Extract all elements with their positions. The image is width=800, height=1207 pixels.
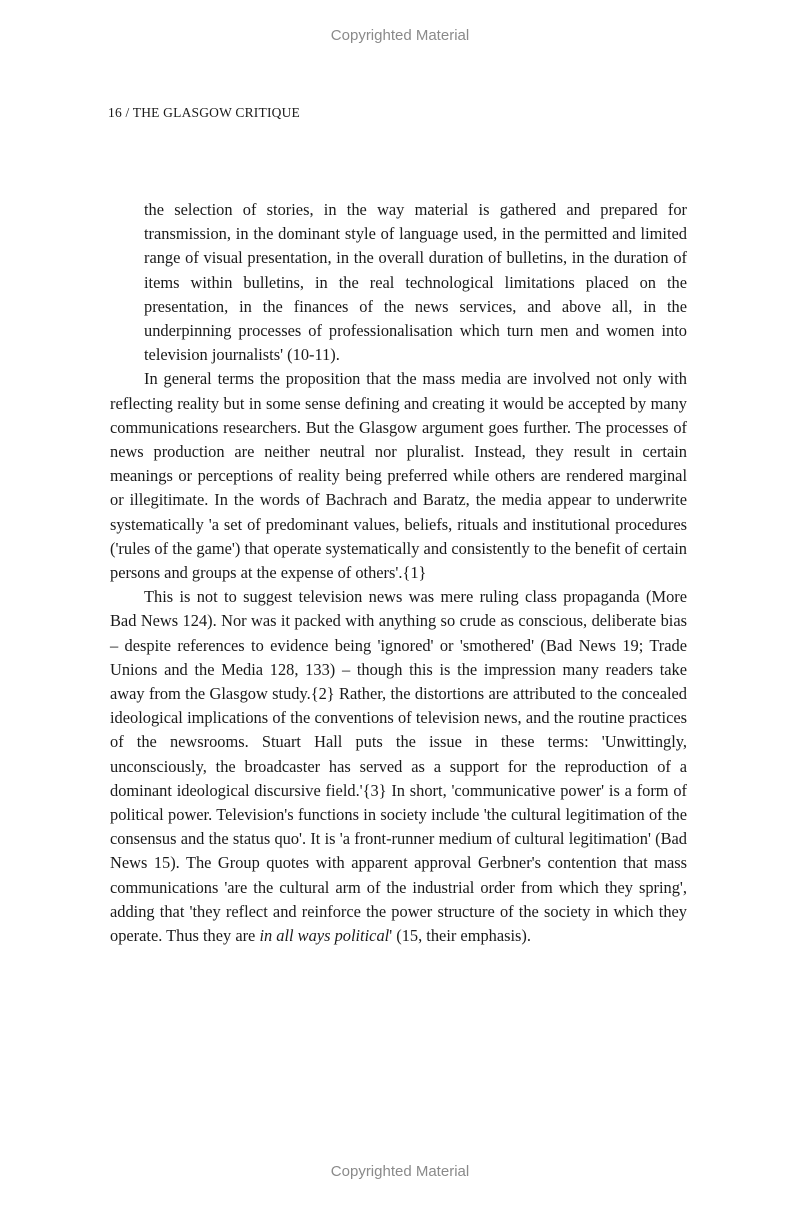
- copyright-watermark-bottom: Copyrighted Material: [330, 1163, 470, 1180]
- paragraph-text: This is not to suggest television news was mere ruling class propaganda (More Bad News 124). Nor was it packed with anything so crude as conscious, deliberate bias – despite references to evidence being 'ignored' or 'smothered' (Bad News 19; Trade Unions and the Media 128, 133) – though this is the impression many readers take away from the Glasgow study.{2} Rather, the distortions are attributed to the concealed ideological implications of the conventions of television news, and the routine practices of the newsrooms. Stuart Hall puts the issue in these terms: 'Unwittingly, unconsciously, the broadcaster has served as a support for the reproduction of a dominant ideological discursive field.'{3} In short, 'communicative power' is a form of political power. Television's functions in society include 'the cultural legitimation of the consensus and the status quo'. It is 'a front-runner medium of cultural legitimation' (Bad News 15). The Group quotes with apparent approval Gerbner's contention that mass communications 'are the cultural arm of the industrial order from which they spring', adding that 'they reflect and reinforce the power structure of the society in which they operate. Thus they are: [110, 587, 687, 946]
- block-quote-paragraph: the selection of stories, in the way material is gathered and prepared for transmission, in the dominant style of language used, in the permitted and limited range of visual presentation, in the overall duration of bulletins, in the duration of items within bulletins, in the real technological limitations placed on the presentation, in the finances of the news services, and above all, in the underpinning processes of professionalisation which turn men and women into television journalists' (10-11).: [144, 200, 687, 365]
- emphasis-text: in all ways political: [259, 926, 390, 946]
- running-head: 16 / THE GLASGOW CRITIQUE: [108, 105, 300, 120]
- paragraph: In general terms the proposition that the mass media are involved not only with reflecting reality but in some sense defining and creating it would be accepted by many communications researchers. But the Glasgow argument goes further. The processes of news production are neither neutral nor pluralist. Instead, they result in certain meanings or perceptions of reality being preferred while others are rendered marginal or illegitimate. In the words of Bachrach and Baratz, the media appear to underwrite systematically 'a set of predominant values, beliefs, rituals and institutional procedures ('rules of the game') that operate systematically and consistently to the benefit of certain persons and groups at the expense of others'.{1}: [110, 369, 687, 583]
- paragraph: [110, 585, 687, 948]
- copyright-watermark-top: Copyrighted Material: [330, 27, 470, 44]
- paragraph-text-end: ' (15, their emphasis).: [389, 926, 531, 946]
- body-text: [110, 198, 687, 948]
